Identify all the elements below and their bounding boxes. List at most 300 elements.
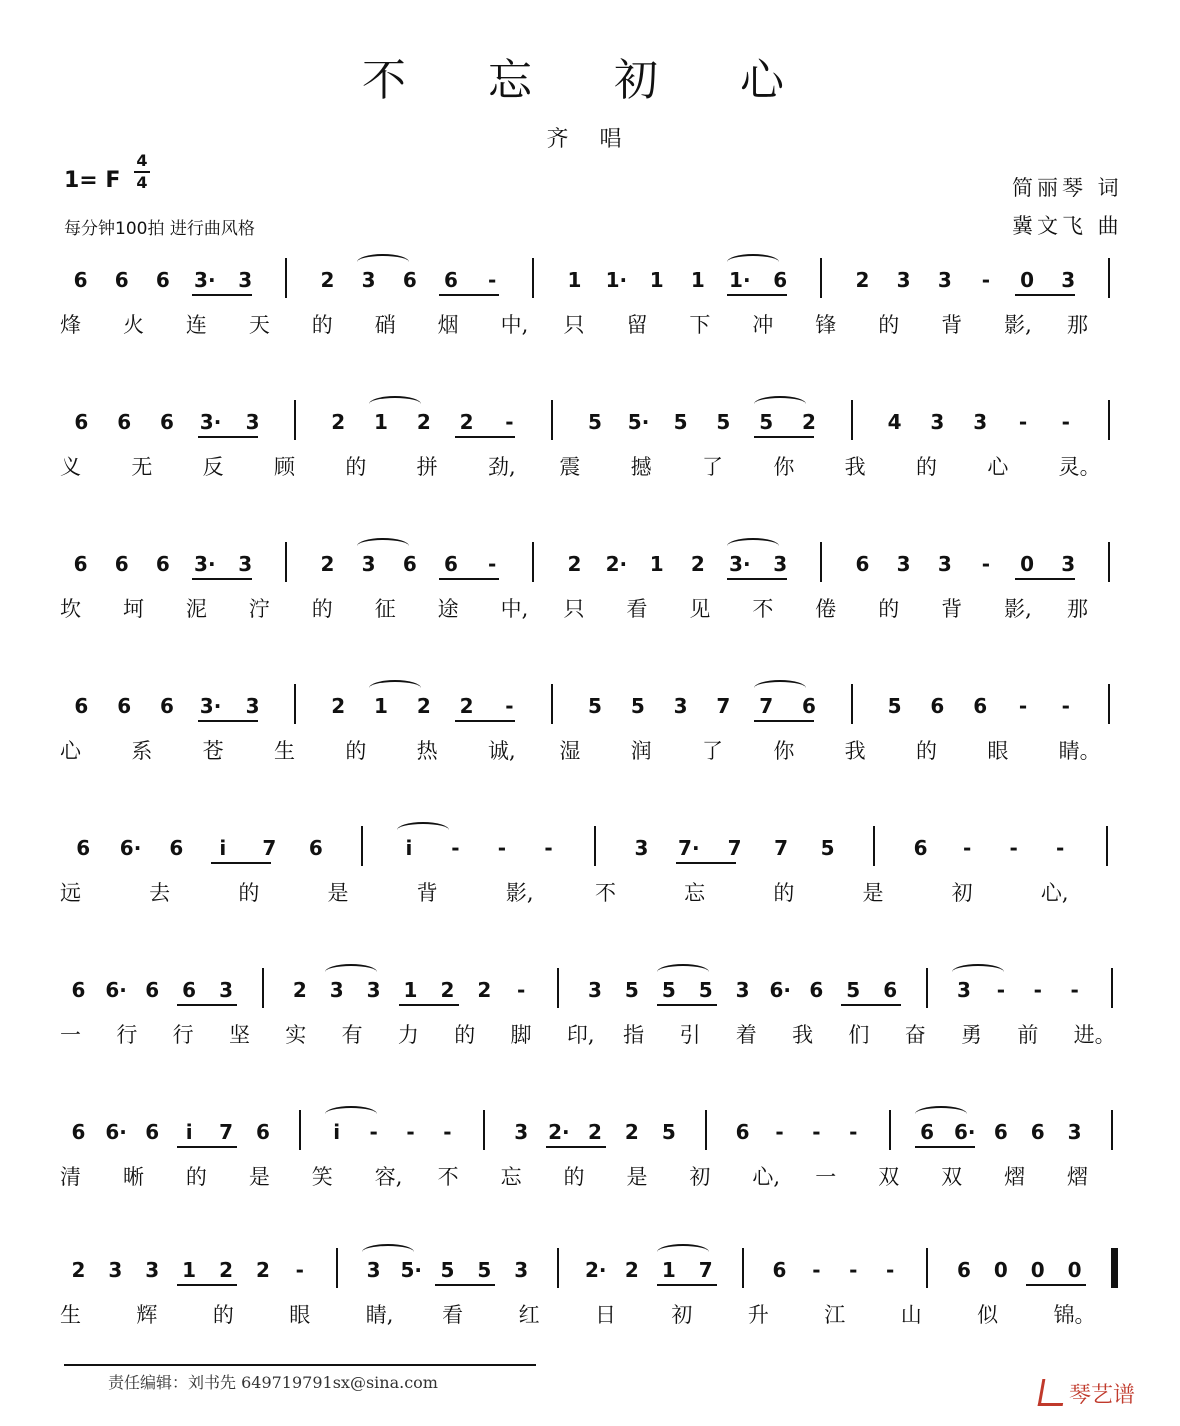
note: 2 (331, 694, 346, 718)
note: 5 (588, 410, 602, 434)
lyric-syllable: 熠 (1004, 1165, 1026, 1189)
note: 6 (145, 978, 160, 1002)
note: 6 (920, 1120, 935, 1144)
note: 3 (1061, 552, 1076, 576)
lyric-syllable: 背 (416, 881, 438, 905)
lyric-syllable: 下 (689, 313, 711, 337)
note: 5 (477, 1258, 492, 1282)
staff-line-7 (0, 1120, 1180, 1190)
beam-underline (177, 1004, 237, 1006)
lyric-syllable: 系 (131, 739, 153, 763)
note: 6 (255, 1120, 270, 1144)
note: 0 (1020, 552, 1035, 576)
slur-arc (369, 680, 421, 696)
beam-underline (546, 1146, 606, 1148)
time-signature-bottom: 4 (136, 173, 148, 192)
note: 6 (117, 410, 132, 434)
lyric-syllable: 勇 (961, 1023, 983, 1047)
sustain-dash: - (1018, 694, 1028, 718)
note: 2 (331, 410, 346, 434)
note: 1 (403, 978, 418, 1002)
barline (1108, 400, 1110, 440)
beam-underline (754, 720, 814, 722)
performance-type: 齐 唱 (546, 127, 634, 152)
note: 3 (145, 1258, 160, 1282)
lyric-syllable: 睛, (365, 1303, 394, 1327)
barline (820, 258, 822, 298)
lyric-syllable: 润 (630, 739, 652, 763)
lyric-syllable: 初 (671, 1303, 693, 1327)
lyric-syllable: 泞 (248, 597, 270, 621)
note: 1· (605, 268, 628, 292)
lyric-syllable: 忘 (684, 881, 706, 905)
lyric-syllable: 的 (345, 455, 367, 479)
sustain-dash: - (406, 1120, 415, 1144)
lyric-syllable: 睛。 (1058, 739, 1101, 763)
lyric-syllable: 的 (878, 313, 900, 337)
slur-arc (657, 1244, 709, 1260)
lyric-syllable: 的 (311, 597, 333, 621)
note: 6 (155, 552, 170, 576)
beam-underline (177, 1284, 237, 1286)
barline (705, 1110, 707, 1150)
lyric-syllable: 熠 (1067, 1165, 1089, 1189)
lyric-syllable: 进。 (1073, 1023, 1116, 1047)
composer-credit: 冀文飞 曲 (1012, 214, 1123, 238)
lyric-syllable: 江 (824, 1303, 846, 1327)
lyric-syllable: 那 (1067, 313, 1089, 337)
note: 6 (155, 268, 170, 292)
sustain-dash: - (497, 836, 507, 860)
note: 3 (361, 268, 376, 292)
note: 6 (71, 978, 86, 1002)
note: 2 (320, 552, 335, 576)
barline (1111, 1110, 1113, 1150)
note: 3· (729, 552, 751, 576)
note: 3· (194, 268, 216, 292)
note: 3 (634, 836, 649, 860)
lyric-syllable: 烽 (60, 313, 81, 337)
note: 3 (588, 978, 602, 1002)
staff-line-6 (0, 978, 1180, 1048)
slur-arc (397, 822, 449, 838)
lyric-syllable: 引 (679, 1023, 701, 1047)
lyric-syllable: 你 (773, 455, 795, 479)
sustain-dash: - (963, 836, 972, 860)
note: 7 (262, 836, 277, 860)
lyric-syllable: 影, (1004, 597, 1032, 621)
note: 6 (145, 1120, 160, 1144)
note: 6 (973, 694, 988, 718)
slur-arc (325, 1106, 377, 1122)
note: 3 (930, 410, 945, 434)
note: 6 (993, 1120, 1008, 1144)
barline (851, 684, 853, 724)
lyric-syllable: 坚 (228, 1023, 250, 1047)
note: 6 (169, 836, 184, 860)
note: 5 (846, 978, 861, 1002)
lyric-syllable: 泥 (185, 597, 207, 621)
lyric-syllable: 了 (702, 455, 723, 479)
beam-underline (435, 1284, 495, 1286)
note: 6 (73, 552, 88, 576)
lyric-syllable: 行 (172, 1023, 194, 1047)
barline (262, 968, 264, 1008)
note: 6 (71, 1120, 86, 1144)
note: 6· (105, 1120, 127, 1144)
note: 1 (374, 410, 388, 434)
logo-mark-icon (1038, 1379, 1068, 1406)
beam-underline (754, 436, 814, 438)
note: 2· (605, 552, 628, 576)
barline (557, 1248, 559, 1288)
beam-underline (192, 294, 252, 296)
beam-underline (455, 720, 515, 722)
note: 3 (773, 552, 788, 576)
lyric-syllable: 一 (815, 1165, 837, 1189)
note: 6 (443, 268, 458, 292)
lyric-syllable: 看 (626, 597, 648, 621)
lyric-syllable: 不 (752, 597, 774, 621)
note: 2 (855, 268, 870, 292)
lyric-syllable: 的 (878, 597, 900, 621)
lyric-syllable: 的 (238, 881, 260, 905)
note: 0 (1067, 1258, 1082, 1282)
beam-underline (399, 1004, 459, 1006)
lyric-syllable: 途 (437, 597, 459, 621)
lyric-syllable: 双 (941, 1165, 963, 1189)
note: 3 (896, 552, 911, 576)
note: 6 (114, 268, 129, 292)
note: 5 (820, 836, 835, 860)
lyric-syllable: 力 (397, 1023, 419, 1047)
beam-underline (455, 436, 515, 438)
lyric-syllable: 的 (773, 881, 795, 905)
note: 3 (366, 1258, 381, 1282)
note: 3 (238, 552, 253, 576)
note: 6 (114, 552, 129, 576)
lyric-syllable: 印, (566, 1023, 595, 1047)
slur-arc (362, 1244, 414, 1260)
note: 2 (292, 978, 307, 1002)
lyric-syllable: 震 (559, 455, 581, 479)
lyric-syllable: 生 (60, 1303, 81, 1327)
note: 6 (773, 268, 788, 292)
note: 2 (567, 552, 582, 576)
lyric-syllable: 坷 (122, 597, 144, 621)
lyric-syllable: 是 (862, 881, 884, 905)
note: 3· (199, 410, 222, 434)
barline (336, 1248, 338, 1288)
barline (532, 258, 534, 298)
lyric-syllable: 湿 (559, 739, 581, 763)
note: i (405, 836, 413, 860)
time-signature (134, 152, 150, 192)
note: 5 (588, 694, 602, 718)
slur-arc (727, 254, 779, 270)
note: 6 (402, 552, 417, 576)
lyric-syllable: 影, (505, 881, 534, 905)
note: 6 (76, 836, 91, 860)
note: 1· (729, 268, 751, 292)
lyric-syllable: 天 (248, 313, 270, 337)
note: 7 (698, 1258, 713, 1282)
barline (1108, 684, 1110, 724)
sustain-dash: - (812, 1120, 821, 1144)
note: 6· (953, 1120, 976, 1144)
final-barline (1111, 1248, 1118, 1288)
note: 2 (219, 1258, 233, 1282)
beam-underline (727, 294, 787, 296)
note: 3 (219, 978, 233, 1002)
lyric-syllable: 烟 (437, 313, 459, 337)
lyric-syllable: 中, (500, 313, 529, 337)
note: 2 (624, 1120, 639, 1144)
barline (594, 826, 596, 866)
beam-underline (657, 1284, 717, 1286)
note: 3· (199, 694, 222, 718)
note: 3 (238, 268, 253, 292)
sustain-dash: - (1061, 694, 1070, 718)
lyric-syllable: 我 (792, 1023, 814, 1047)
barline (299, 1110, 301, 1150)
note: 1 (661, 1258, 676, 1282)
lyric-syllable: 见 (689, 597, 711, 621)
lyric-syllable: 是 (626, 1165, 648, 1189)
barline (873, 826, 875, 866)
note: 3 (956, 978, 971, 1002)
lyric-syllable: 奋 (904, 1023, 926, 1047)
lyric-syllable: 初 (951, 881, 973, 905)
barline (889, 1110, 891, 1150)
beam-underline (841, 1004, 901, 1006)
note: 5· (400, 1258, 423, 1282)
lyric-syllable: 诚, (488, 739, 516, 763)
barline (742, 1248, 744, 1288)
note: 3 (108, 1258, 123, 1282)
staff-line-5 (0, 836, 1180, 906)
lyric-syllable: 们 (848, 1023, 870, 1047)
note: 3 (514, 1120, 529, 1144)
note: 6 (883, 978, 898, 1002)
beam-underline (1015, 294, 1075, 296)
lyric-syllable: 你 (773, 739, 795, 763)
note: 3 (245, 694, 260, 718)
lyric-syllable: 日 (595, 1303, 616, 1327)
lyric-syllable: 忘 (500, 1165, 522, 1189)
lyric-syllable: 硝 (374, 313, 396, 337)
slur-arc (915, 1106, 967, 1122)
note: 3 (514, 1258, 529, 1282)
beam-underline (676, 862, 736, 864)
beam-underline (211, 862, 271, 864)
lyric-syllable: 中, (500, 597, 529, 621)
barline (557, 968, 559, 1008)
key-signature: 1= F (64, 168, 121, 193)
note: 1 (567, 268, 582, 292)
note: 5 (716, 410, 731, 434)
slur-arc (657, 964, 709, 980)
barline (926, 968, 928, 1008)
beam-underline (1026, 1284, 1086, 1286)
sustain-dash: - (505, 410, 514, 434)
lyric-syllable: 背 (941, 313, 963, 337)
sustain-dash: - (1009, 836, 1018, 860)
sustain-dash: - (369, 1120, 378, 1144)
lyric-syllable: 眼 (289, 1303, 311, 1327)
lyric-syllable: 无 (131, 455, 153, 479)
staff-line-4 (0, 694, 1180, 764)
sustain-dash: - (517, 978, 526, 1002)
note: 3 (1061, 268, 1076, 292)
lyric-syllable: 心 (987, 455, 1009, 479)
note: 7· (678, 836, 700, 860)
lyric-syllable: 我 (844, 455, 866, 479)
lyric-syllable: 双 (878, 1165, 900, 1189)
lyric-syllable: 远 (60, 881, 81, 905)
lyric-syllable: 留 (626, 313, 648, 337)
lyric-syllable: 的 (916, 455, 937, 479)
slur-arc (357, 538, 409, 554)
note: 2 (416, 410, 431, 434)
note: 7 (219, 1120, 233, 1144)
beam-underline (439, 294, 499, 296)
lyric-syllable: 的 (345, 739, 367, 763)
lyric-syllable: 的 (212, 1303, 234, 1327)
note: 6 (772, 1258, 787, 1282)
slur-arc (727, 538, 779, 554)
barline (851, 400, 853, 440)
note: 6 (1030, 1120, 1045, 1144)
beam-underline (192, 578, 252, 580)
lyric-syllable: 锋 (815, 313, 837, 337)
note: 5 (661, 1120, 676, 1144)
lyric-syllable: 清 (60, 1165, 81, 1189)
lyric-syllable: 初 (689, 1165, 711, 1189)
sustain-dash: - (849, 1258, 858, 1282)
sustain-dash: - (1061, 410, 1070, 434)
note: 6 (802, 694, 816, 718)
lyric-syllable: 的 (454, 1023, 476, 1047)
note: 6 (735, 1120, 750, 1144)
lyric-syllable: 劲, (488, 455, 516, 479)
tempo-marking: 每分钟100拍 进行曲风格 (64, 219, 255, 239)
barline (483, 1110, 485, 1150)
lyric-syllable: 背 (941, 597, 963, 621)
lyric-syllable: 义 (60, 455, 81, 479)
barline (551, 684, 553, 724)
note: 3 (245, 410, 260, 434)
lyric-syllable: 晰 (122, 1165, 144, 1189)
lyric-syllable: 不 (437, 1165, 459, 1189)
sustain-dash: - (1070, 978, 1079, 1002)
lyric-syllable: 热 (416, 739, 438, 763)
note: 6 (809, 978, 824, 1002)
lyric-syllable: 顾 (274, 455, 295, 479)
note: 7 (774, 836, 789, 860)
lyric-syllable: 锦。 (1053, 1303, 1096, 1327)
editor-credit: 责任编辑：刘书先 649719791sx@sina.com (108, 1373, 438, 1392)
beam-underline (439, 578, 499, 580)
site-logo (1040, 1378, 1135, 1409)
note: 2· (548, 1120, 570, 1144)
lyric-syllable: 不 (595, 881, 616, 905)
slur-arc (754, 680, 806, 696)
barline (294, 400, 296, 440)
slur-arc (754, 396, 806, 412)
lyric-syllable: 容, (374, 1165, 403, 1189)
note: 5 (673, 410, 688, 434)
lyric-syllable: 只 (563, 313, 585, 337)
note: 1 (649, 552, 664, 576)
lyric-syllable: 心, (752, 1165, 781, 1189)
staff-line-2 (0, 410, 1180, 480)
note: 6· (769, 978, 791, 1002)
barline (1106, 826, 1108, 866)
note: 6 (956, 1258, 971, 1282)
note: 0 (1030, 1258, 1045, 1282)
lyric-syllable: 实 (285, 1023, 307, 1047)
barline (361, 826, 363, 866)
sustain-dash: - (812, 1258, 821, 1282)
note: 2 (802, 410, 816, 434)
lyric-syllable: 是 (248, 1165, 270, 1189)
sustain-dash: - (544, 836, 553, 860)
barline (285, 542, 287, 582)
lyric-syllable: 火 (122, 313, 144, 337)
note: 5 (630, 694, 645, 718)
lyric-syllable: 笑 (311, 1165, 333, 1189)
note: 3 (735, 978, 750, 1002)
barline (926, 1248, 928, 1288)
note: 0 (1020, 268, 1035, 292)
note: 2 (440, 978, 455, 1002)
sustain-dash: - (1018, 410, 1028, 434)
lyric-syllable: 升 (747, 1303, 769, 1327)
note: 3 (973, 410, 988, 434)
sustain-dash: - (981, 552, 991, 576)
lyric-syllable: 心, (1040, 881, 1069, 905)
staff-line-8 (0, 1258, 1180, 1328)
note: 2 (624, 1258, 639, 1282)
note: 1 (690, 268, 705, 292)
barline (1108, 258, 1110, 298)
note: 6 (855, 552, 870, 576)
barline (294, 684, 296, 724)
note: 2 (459, 694, 474, 718)
sustain-dash: - (451, 836, 460, 860)
logo-text: 琴艺谱 (1069, 1383, 1136, 1408)
lyric-syllable: 一 (60, 1023, 81, 1047)
beam-underline (198, 436, 258, 438)
note: i (185, 1120, 193, 1144)
sustain-dash: - (981, 268, 991, 292)
note: 6 (160, 410, 174, 434)
slur-arc (357, 254, 409, 270)
barline (285, 258, 287, 298)
lyric-syllable: 那 (1067, 597, 1089, 621)
lyric-syllable: 去 (149, 881, 171, 905)
note: 6 (930, 694, 945, 718)
sustain-dash: - (487, 268, 497, 292)
lyric-syllable: 行 (116, 1023, 138, 1047)
lyric-syllable: 反 (202, 455, 224, 479)
beam-underline (915, 1146, 975, 1148)
lyric-syllable: 只 (563, 597, 585, 621)
note: 7 (727, 836, 742, 860)
note: 6 (74, 694, 89, 718)
barline (1108, 542, 1110, 582)
